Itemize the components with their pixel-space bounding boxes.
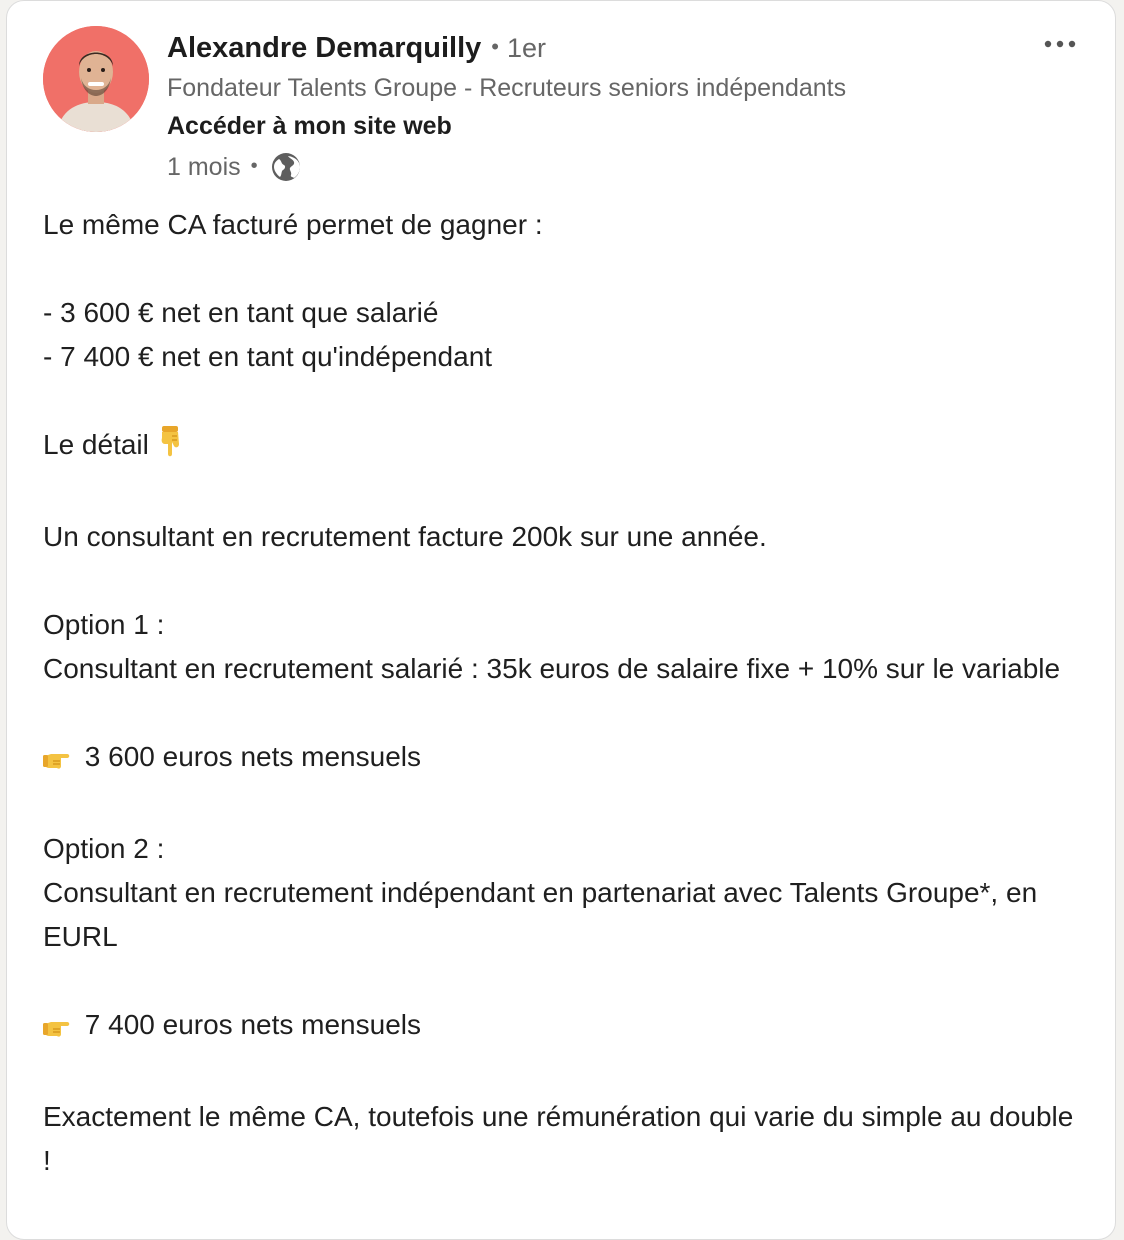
post-card [6, 0, 1116, 1240]
more-options-button[interactable] [1037, 27, 1083, 61]
option-1-title: Option 1 : [43, 609, 165, 640]
author-name[interactable]: Alexandre Demarquilly [167, 32, 482, 64]
post-body [43, 203, 1083, 1183]
option-1-result-line [43, 735, 1083, 783]
post-bullet-salarie: - 3 600 € net en tant que salarié [43, 297, 439, 328]
connection-degree: 1er [507, 33, 547, 63]
pointing-right-icon [43, 739, 77, 783]
separator-dot: • [250, 155, 258, 177]
option-1-description: Consultant en recrutement salarié : 35k euros de salaire fixe + 10% sur le variable [43, 653, 1061, 684]
option-2-description: Consultant en recrutement indépendant en partenariat avec Talents Groupe*, en EURL [43, 877, 1045, 952]
post-bullet-independant: - 7 400 € net en tant qu'indépendant [43, 341, 493, 372]
option-1-result: 3 600 euros nets mensuels [84, 741, 421, 772]
website-link[interactable]: Accéder à mon site web [167, 112, 452, 140]
option-2-title: Option 2 : [43, 833, 165, 864]
option-2-result-line [43, 1003, 1083, 1051]
globe-icon [270, 151, 302, 183]
post-intro: Le même CA facturé permet de gagner : [43, 209, 543, 240]
author-line [167, 29, 546, 72]
post-context: Un consultant en recrutement facture 200k sur une année. [43, 521, 767, 552]
post-meta [167, 149, 302, 185]
person-avatar-icon [43, 26, 149, 132]
post-detail-text: Le détail [43, 429, 149, 460]
post-time: 1 mois [167, 153, 241, 181]
post-conclusion: Exactement le même CA, toutefois une rémunération qui varie du simple au double ! [43, 1101, 1082, 1176]
option-2-result: 7 400 euros nets mensuels [84, 1009, 421, 1040]
author-avatar[interactable] [43, 26, 149, 132]
more-horizontal-icon [1043, 39, 1077, 49]
pointing-right-icon [43, 1007, 77, 1051]
author-headline: Fondateur Talents Groupe - Recruteurs seniors indépendants [167, 74, 847, 102]
pointing-down-icon [157, 424, 183, 471]
separator-dot: • [491, 34, 499, 59]
post-detail-line [43, 423, 1083, 471]
